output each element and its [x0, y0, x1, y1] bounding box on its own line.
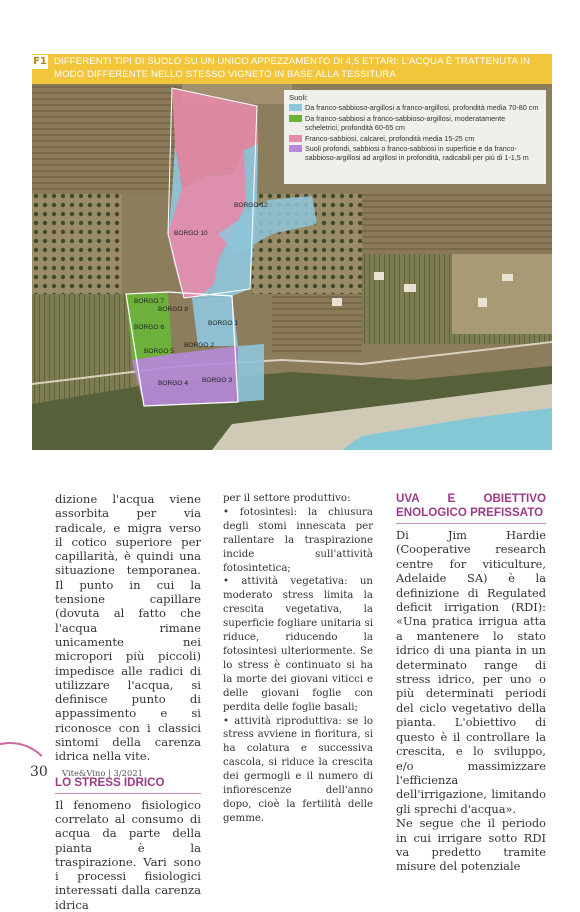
plot-label: BORGO 8	[158, 306, 189, 313]
legend-item	[289, 144, 541, 163]
figure-caption-bar	[32, 54, 552, 84]
legend-item-label: Suoli profondi, sabbiosi o franco-sabbiosi in superficie e da franco-sabbioso-argillosi ad argillosi in profondità, radicabili per più di 1-1,5 m	[305, 144, 529, 163]
aerial-soil-map	[32, 84, 552, 450]
plot-label: BORGO 4	[158, 380, 189, 387]
heading-rule	[55, 793, 201, 794]
publication-info: Vite&Vino | 3/2021	[62, 768, 143, 778]
legend-item-label: Da franco-sabbiosi a franco-sabbioso-argillosi, moderatamente scheletrici, profondità 60-65 cm	[305, 113, 506, 133]
legend-item	[289, 134, 541, 143]
plot-label: BORGO 1	[208, 320, 239, 327]
bullet-item: • fotosintesi: la chiusura degli stomi innescata per rallentare la traspirazione incide sull'attività fotosintetica;	[223, 506, 373, 574]
plot-label: BORGO 6	[134, 324, 165, 331]
figure-caption: DIFFERENTI TIPI DI SUOLO SU UN UNICO APPEZZAMENTO DI 4,5 ETTARI: L'ACQUA È TRATTENUTA IN MODO DIFFERENTE NELLO STESSO VIGNETO IN BASE ALLA TESSITURA	[54, 56, 530, 80]
section-heading-stress-idrico: LO STRESS IDRICO	[55, 775, 165, 789]
paragraph: Di Jim Hardie (Cooperative research centre for viticulture, Adelaide SA) è la definizione di Regulated deficit irrigation (RDI): «Una pratica irrigua atta a mantenere lo stato idrico di una pianta in un determinato range di stress idrico, per uno o più determinati periodi del ciclo vegetativo della pianta. L'obiettivo di questo è il controllare la crescita, e lo sviluppo, e/o massimizzare l'efficienza dell'irrigazione, limitando gli sprechi d'acqua».	[396, 528, 546, 816]
plot-label: BORGO 5	[144, 348, 175, 355]
paragraph: dizione l'acqua viene assorbita per via radicale, e migra verso il cotico superiore per capillarità, è quindi una situazione temporanea. Il punto in cui la tensione capillare (dovuta al fatto che l'acqua rimane unicamente nei micropori più piccoli) impedisce alle radici di utilizzare l'acqua, si definisce punto di appassimento e si riconosce con i classici sintomi della carenza idrica nella vite.	[55, 492, 201, 764]
plot-label: BORGO 12	[234, 202, 268, 209]
legend-title: Suoli:	[289, 93, 308, 102]
text-column-2	[223, 492, 373, 826]
decorative-arc	[0, 742, 56, 834]
legend-item	[289, 114, 541, 133]
heading-rule	[396, 523, 546, 524]
text-column-1	[55, 492, 201, 912]
paragraph: Ne segue che il periodo in cui irrigare sotto RDI va predetto tramite misure del potenziale	[396, 816, 546, 874]
plot-label: BORGO 2	[184, 342, 215, 349]
section-heading-uva: UVA E OBIETTIVO ENOLOGICO PREFISSATO	[396, 492, 546, 519]
legend-item	[289, 103, 541, 112]
text-column-3	[396, 492, 546, 874]
legend-swatch	[289, 145, 302, 152]
paragraph: Il fenomeno fisiologico correlato al consumo di acqua da parte della pianta è la traspirazione. Vari sono i processi fisiologici interessati dalla carenza idrica	[55, 797, 201, 912]
legend-item-label: Da franco-sabbioso-argillosi a franco-argillosi, profondità media 70-80 cm	[305, 103, 539, 113]
page-number: 30	[30, 764, 48, 780]
legend-swatch	[289, 104, 302, 111]
plot-label: BORGO 10	[174, 230, 208, 237]
legend-item-label: Franco-sabbiosi, calcarei, profondità media 15-25 cm	[305, 133, 475, 143]
bullet-item: • attività vegetativa: un moderato stress limita la crescita vegetativa, la superficie fogliare unitaria si riduce, riducendo la fotosintesi ulteriormente. Se lo stress è continuato si ha la morte dei giovani viticci e delle giovani foglie con perdita delle foglie basali;	[223, 576, 373, 713]
map-legend	[284, 90, 546, 184]
legend-swatch	[289, 135, 302, 142]
legend-swatch	[289, 115, 302, 122]
bullet-item: • attività riproduttiva: se lo stress avviene in fioritura, si ha colatura e successiva cascola, si riduce la crescita dei germogli e il numero di infiorescenze dell'anno dopo, cioè la fertilità delle gemme.	[223, 715, 373, 824]
plot-label: BORGO 7	[134, 298, 165, 305]
plot-label: BORGO 3	[202, 377, 233, 384]
figure-number: F1	[33, 56, 47, 67]
paragraph: per il settore produttivo:	[223, 493, 351, 504]
